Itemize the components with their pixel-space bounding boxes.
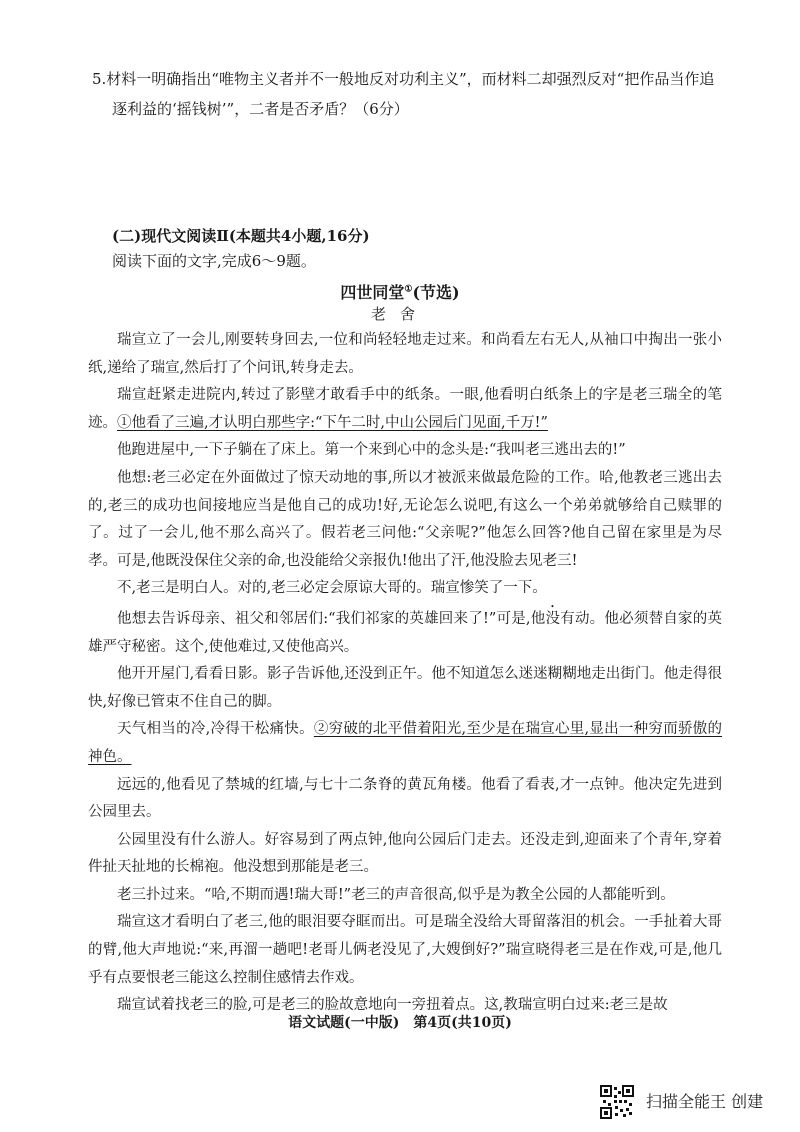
paragraph: 远远的,他看见了禁城的红墙,与七十二条脊的黄瓦角楼。他看了看表,才一点钟。他决定先进到公园里去。 — [88, 776, 722, 821]
article-title-suffix: (节选) — [412, 283, 460, 302]
page-footer: 语文试题(一中版) 第4页(共10页) — [288, 1015, 512, 1031]
paragraph — [88, 716, 722, 771]
paragraph: 公园里没有什么游人。好容易到了两点钟,他向公园后门走去。还没走到,迎面来了个青年,穿着件扯天扯地的长棉袍。他没想到那能是老三。 — [88, 831, 722, 876]
question-5-line-2: 逐利益的‘摇钱树’”，二者是否矛盾？（6分） — [112, 100, 409, 118]
qr-code-icon — [600, 1085, 634, 1119]
paragraph: 不,老三是明白人。对的,老三必定会原谅大哥的。瑞宣惨笑了一下。 — [117, 580, 547, 597]
paragraph-text: 有动。他必须替自家的英雄严守秘密。这个,使他难过,又使他高兴。 — [88, 610, 722, 655]
question-5 — [92, 64, 732, 124]
paragraph: 老三扑过来。“哈,不期而遇!瑞大哥!”老三的声音很高,似乎是为教全公园的人都能听到。 — [117, 886, 675, 903]
paragraph: 瑞宣立了一会儿,刚要转身回去,一位和尚轻轻地走过来。和尚看左右无人,从袖口中掏出一张小纸,递给了瑞宣,然后打了个问讯,转身走去。 — [88, 332, 722, 376]
scanner-watermark: 扫描全能王 创建 — [646, 1092, 764, 1111]
paragraph — [88, 382, 722, 437]
paragraph: 他想:老三必定在外面做过了惊天动地的事,所以才被派来做最危险的工作。哈,他教老三逃出去的,老三的成功也间接地应当是他自己的成功!好,无论怎么说吧,有这么一个弟弟就够给自己赎罪的了。过了一会儿,他不那么高兴了。假若老三问他:“父亲呢?”他怎么回答?他自己留在家里是为尽孝。可是,他既没保住父亲的命,也没能给父亲报仇!他出了汗,他没脸去见老三! — [88, 469, 722, 569]
question-5-line-1: 5.材料一明确指出“唯物主义者并不一般地反对功利主义”，而材料二却强烈反对“把作品当作追 — [92, 70, 715, 88]
footnote-marker: ① — [404, 284, 413, 295]
paragraph: 瑞宣试着找老三的脸,可是老三的脸故意地向一旁扭着点。这,教瑞宣明白过来:老三是故 — [117, 997, 668, 1014]
article-author: 老舍 — [370, 305, 429, 323]
article-body — [88, 327, 722, 1020]
paragraph-text: 瑞宣赶紧走进院内,转过了影壁才敢看手中的纸条。一眼,他看明白纸条上的字是老三瑞全的笔迹。 — [88, 387, 722, 431]
paragraph-text: 天气相当的冷,冷得干松痛快。 — [117, 721, 314, 738]
paragraph: 他跑进屋中,一下子躺在了床上。第一个来到心中的念头是:“我叫老三逃出去的!” — [117, 442, 626, 459]
paragraph — [88, 603, 722, 661]
article-title-text: 四世同堂 — [340, 283, 405, 302]
underlined-sentence-1: ①他看了三遍,才认明白那些字:“下午二时,中山公园后门见面,千万!” — [117, 414, 548, 431]
emphasis-dotted-word: 没 — [545, 610, 561, 627]
paragraph: 瑞宣这才看明白了老三,他的眼泪要夺眶而出。可是瑞全没给大哥留落泪的机会。一手扯着大哥的臂,他大声地说:“来,再溜一趟吧!老哥儿俩老没见了,大嫂倒好?”瑞宣晓得老三是在作戏,可是,他几乎有点要恨老三能这么控制住感情去作戏。 — [88, 914, 722, 986]
section-heading: (二)现代文阅读Ⅱ(本题共4小题,16分) — [112, 227, 370, 245]
section-instruction: 阅读下面的文字,完成6～9题。 — [112, 252, 316, 270]
underlined-sentence-2: ②穷破的北平借着阳光,至少是在瑞宣心里,显出一种穷而骄傲的神色。 — [88, 721, 723, 765]
paragraph: 他开开屋门,看看日影。影子告诉他,还没到正午。他不知道怎么迷迷糊糊地走出街门。他走得很快,好像已管束不住自己的脚。 — [88, 666, 722, 710]
paragraph-text: 他想去告诉母亲、祖父和邻居们:“我们祁家的英雄回来了!”可是,他 — [117, 610, 546, 627]
article-title — [0, 280, 800, 303]
